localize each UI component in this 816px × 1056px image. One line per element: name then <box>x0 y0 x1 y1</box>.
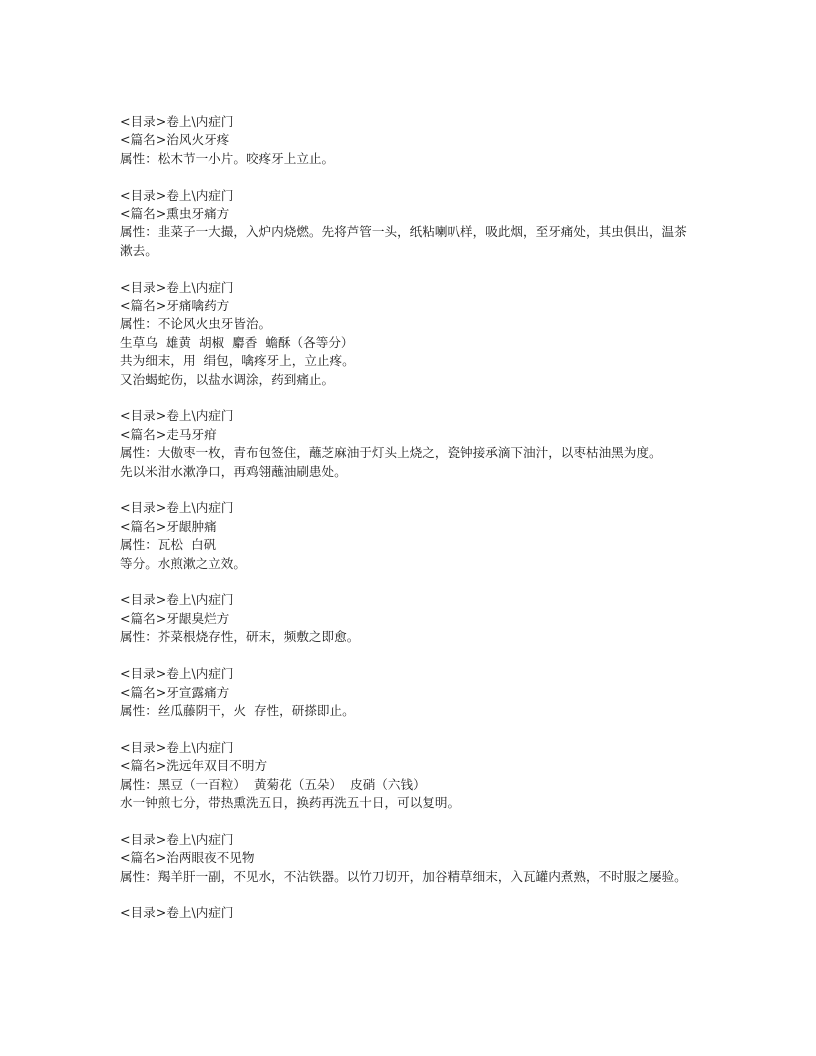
title-line: <篇名>走马牙疳 <box>120 426 217 442</box>
document-page <box>120 113 698 941</box>
property-line: 属性：松木节一小片。咬疼牙上立止。 <box>120 150 335 166</box>
title-line: <篇名>治风火牙疼 <box>120 132 230 148</box>
catalog-line: <目录>卷上\内症门 <box>120 905 234 921</box>
catalog-line: <目录>卷上\内症门 <box>120 279 234 295</box>
entry-1 <box>120 113 698 168</box>
ingredients-line: 生草乌 雄黄 胡椒 麝香 蟾酥（各等分） <box>120 334 354 350</box>
entry-6 <box>120 591 698 646</box>
entry-4 <box>120 407 698 481</box>
entry-2 <box>120 187 698 261</box>
entry-5 <box>120 499 698 573</box>
property-line: 属性：芥菜根烧存性，研末，频敷之即愈。 <box>120 629 360 645</box>
catalog-line: <目录>卷上\内症门 <box>120 187 234 203</box>
title-line: <篇名>牙痛噙药方 <box>120 298 230 314</box>
property-line: 属性：黑豆（一百粒） 黄菊花（五朵） 皮硝（六钱） <box>120 776 426 792</box>
property-line: 属性：大傲枣一枚，青布包签住，蘸芝麻油于灯头上烧之，瓷钟接承滴下油汁，以枣枯油黑为度。 <box>120 445 662 461</box>
property-line: 属性：韭菜子一大撮，入炉内烧燃。先将芦管一头，纸粘喇叭样，吸此烟，至牙痛处，其虫俱出，温茶漱去。 <box>120 224 687 258</box>
property-line: 属性：瓦松 白矾 <box>120 537 217 553</box>
catalog-line: <目录>卷上\内症门 <box>120 114 234 129</box>
title-line: <篇名>治两眼夜不见物 <box>120 850 255 866</box>
catalog-line: <目录>卷上\内症门 <box>120 592 234 608</box>
title-line: <篇名>熏虫牙痛方 <box>120 206 230 222</box>
instruction-line: 先以米泔水漱净口，再鸡翎蘸油刷患处。 <box>120 463 347 479</box>
catalog-line: <目录>卷上\内症门 <box>120 666 234 682</box>
title-line: <篇名>洗远年双目不明方 <box>120 758 268 774</box>
instruction-line: 等分。水煎漱之立效。 <box>120 555 246 571</box>
title-line: <篇名>牙龈肿痛 <box>120 518 217 534</box>
entry-8 <box>120 739 698 813</box>
entry-3 <box>120 279 698 389</box>
property-line: 属性：不论风火虫牙皆治。 <box>120 316 272 332</box>
catalog-line: <目录>卷上\内症门 <box>120 500 234 516</box>
instruction-line: 又治蝎蛇伤，以盐水调涂，药到痛止。 <box>120 371 335 387</box>
catalog-line: <目录>卷上\内症门 <box>120 739 234 755</box>
property-line: 属性：丝瓜藤阴干，火 存性，研搽即止。 <box>120 702 355 718</box>
instruction-line: 水一钟煎七分，带热熏洗五日，换药再洗五十日，可以复明。 <box>120 794 461 810</box>
instruction-line: 共为细末，用 绢包，噙疼牙上，立止疼。 <box>120 353 355 369</box>
entry-7 <box>120 665 698 720</box>
catalog-line: <目录>卷上\内症门 <box>120 831 234 847</box>
catalog-line: <目录>卷上\内症门 <box>120 408 234 424</box>
entry-10 <box>120 904 698 922</box>
property-line: 属性：羯羊肝一副，不见水，不沾铁器。以竹刀切开，加谷精草细末，入瓦罐内煮熟，不时服之屡验。 <box>120 868 687 884</box>
title-line: <篇名>牙宣露痛方 <box>120 684 230 700</box>
entry-9 <box>120 831 698 886</box>
title-line: <篇名>牙龈臭烂方 <box>120 610 230 626</box>
